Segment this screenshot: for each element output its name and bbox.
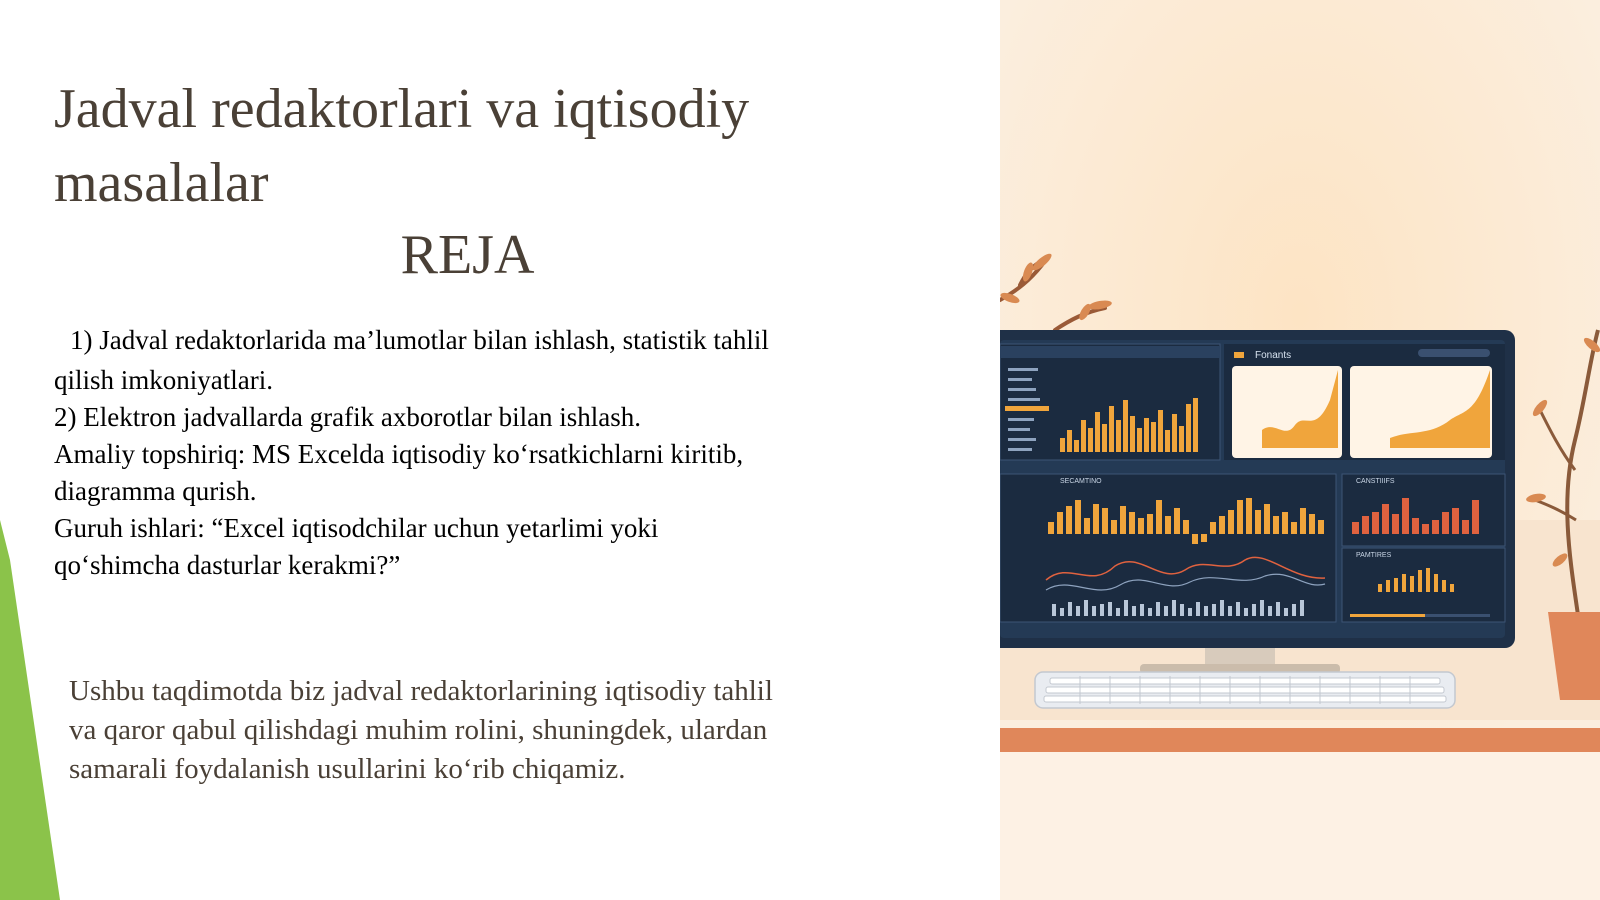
plan-line: qilish imkoniyatlari. (54, 365, 273, 395)
desk-surface (1000, 752, 1600, 900)
monitor (1000, 330, 1515, 674)
summary-line: va qaror qabul qilishdagi muhim rolini, shuningdek, ulardan (69, 714, 768, 746)
slide-title (54, 72, 954, 220)
summary-line: Ushbu taqdimotda biz jadval redaktorlarining iqtisodiy tahlil (69, 675, 773, 707)
plan-line: Guruh ishlari: “Excel iqtisodchilar uchun yetarlimi yoki (54, 513, 659, 543)
summary-line: samarali foydalanish usullarini ko‘rib chiqamiz. (69, 753, 626, 785)
panel-title: SECAMTINO (1060, 478, 1102, 485)
panel-title: PAMTIRES (1356, 552, 1392, 559)
plan-list (54, 318, 934, 584)
section-heading: REJA (400, 224, 535, 286)
slide-title-line: masalalar (54, 152, 269, 214)
slide-title-line: Jadval redaktorlari va iqtisodiy (54, 78, 750, 140)
panel-title: CANSTIIIFS (1356, 478, 1395, 485)
dashboard-illustration (1000, 0, 1600, 900)
plan-line: diagramma qurish. (54, 476, 257, 506)
plan-line: 1) Jadval redaktorlarida ma’lumotlar bilan ishlash, statistik tahlil (70, 325, 769, 355)
plan-line: 2) Elektron jadvallarda grafik axborotlar bilan ishlash. (54, 402, 642, 432)
monitor-header-title: Fonants (1255, 350, 1292, 361)
desk-top (1000, 728, 1600, 752)
plan-line: qo‘shimcha dasturlar kerakmi?” (54, 550, 401, 580)
plan-line: Amaliy topshiriq: MS Excelda iqtisodiy ko‘rsatkichlarni kiritib, (54, 439, 744, 469)
keyboard (1035, 672, 1455, 708)
summary-paragraph (69, 672, 929, 789)
